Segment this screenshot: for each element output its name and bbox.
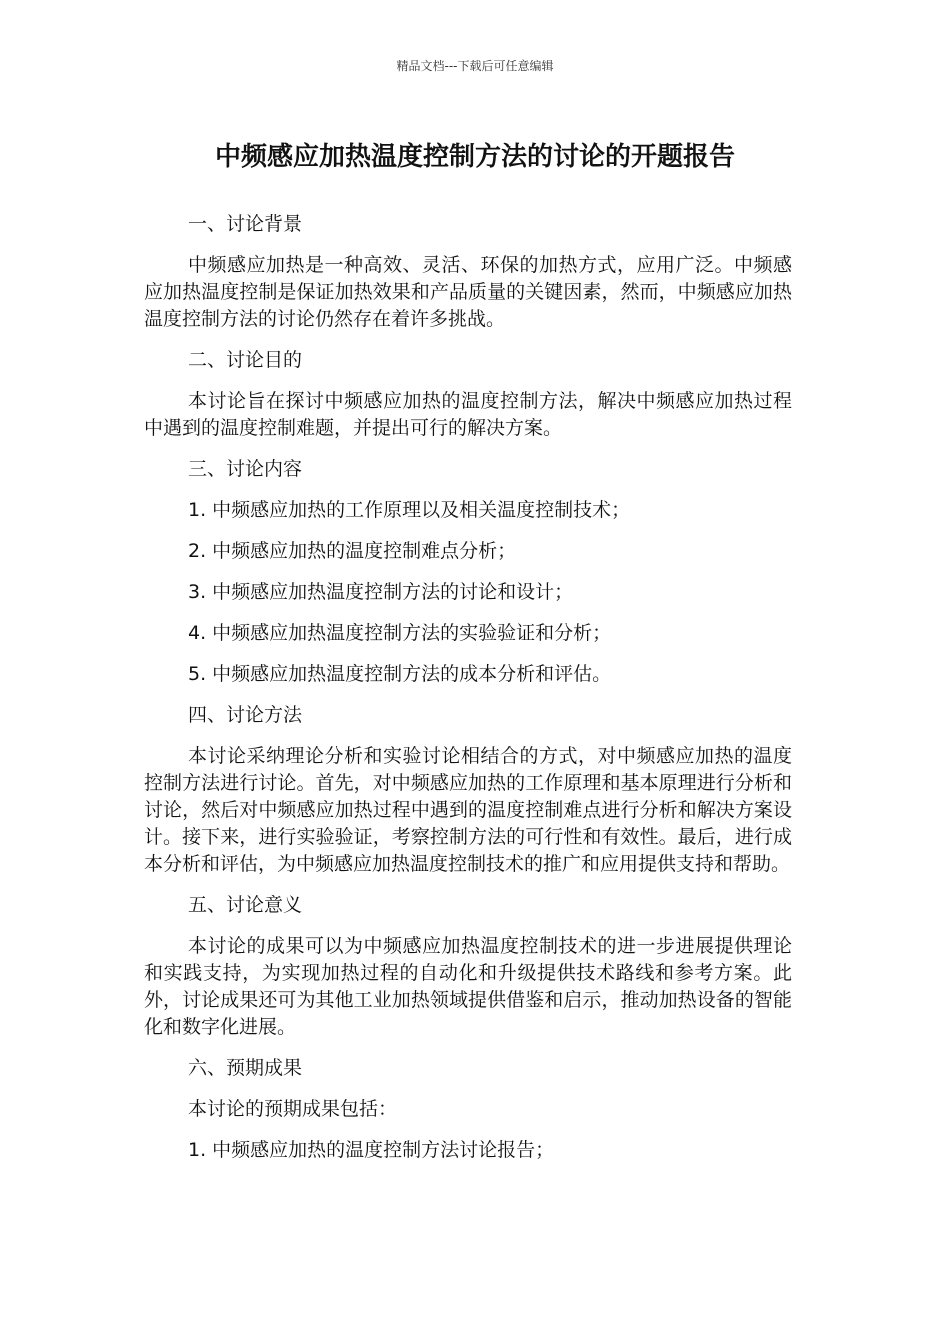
list-item: 3. 中频感应加热温度控制方法的讨论和设计； <box>188 581 574 603</box>
list-item: 1. 中频感应加热的工作原理以及相关温度控制技术； <box>188 499 631 521</box>
section-heading-expected-results: 六、预期成果 <box>188 1057 303 1079</box>
paragraph-purpose: 本讨论旨在探讨中频感应加热的温度控制方法，解决中频感应加热过程中遇到的温度控制难题，并提出可行的解决方案。 <box>144 390 792 439</box>
list-item: 1. 中频感应加热的温度控制方法讨论报告； <box>188 1139 555 1161</box>
section-heading-purpose: 二、讨论目的 <box>188 349 303 371</box>
section-heading-significance: 五、讨论意义 <box>188 894 303 916</box>
list-item: 5. 中频感应加热温度控制方法的成本分析和评估。 <box>188 663 612 685</box>
document-title: 中频感应加热温度控制方法的讨论的开题报告 <box>214 142 735 172</box>
section-heading-content: 三、讨论内容 <box>188 458 303 480</box>
paragraph-method: 本讨论采纳理论分析和实验讨论相结合的方式，对中频感应加热的温度控制方法进行讨论。首先，对中频感应加热的工作原理和基本原理进行分析和讨论，然后对中频感应加热过程中遇到的温度控制难点进行分析和解决方案设计。接下来，进行实验验证，考察控制方法的可行性和有效性。最后，进行成本分析和评估，为中频感应加热温度控制技术的推广和应用提供支持和帮助。 <box>144 745 792 875</box>
section-heading-method: 四、讨论方法 <box>188 704 303 726</box>
header-note: 精品文档---下载后可任意编辑 <box>396 59 554 73</box>
document-body <box>144 211 792 1164</box>
section-heading-background: 一、讨论背景 <box>188 213 303 235</box>
paragraph-significance: 本讨论的成果可以为中频感应加热温度控制技术的进一步进展提供理论和实践支持，为实现加热过程的自动化和升级提供技术路线和参考方案。此外，讨论成果还可为其他工业加热领域提供借鉴和启示，推动加热设备的智能化和数字化进展。 <box>144 935 792 1038</box>
list-item: 2. 中频感应加热的温度控制难点分析； <box>188 540 517 562</box>
paragraph-expected-intro: 本讨论的预期成果包括： <box>188 1098 398 1120</box>
paragraph-background: 中频感应加热是一种高效、灵活、环保的加热方式，应用广泛。中频感应加热温度控制是保证加热效果和产品质量的关键因素，然而，中频感应加热温度控制方法的讨论仍然存在着许多挑战。 <box>144 254 792 330</box>
list-item: 4. 中频感应加热温度控制方法的实验验证和分析； <box>188 622 612 644</box>
